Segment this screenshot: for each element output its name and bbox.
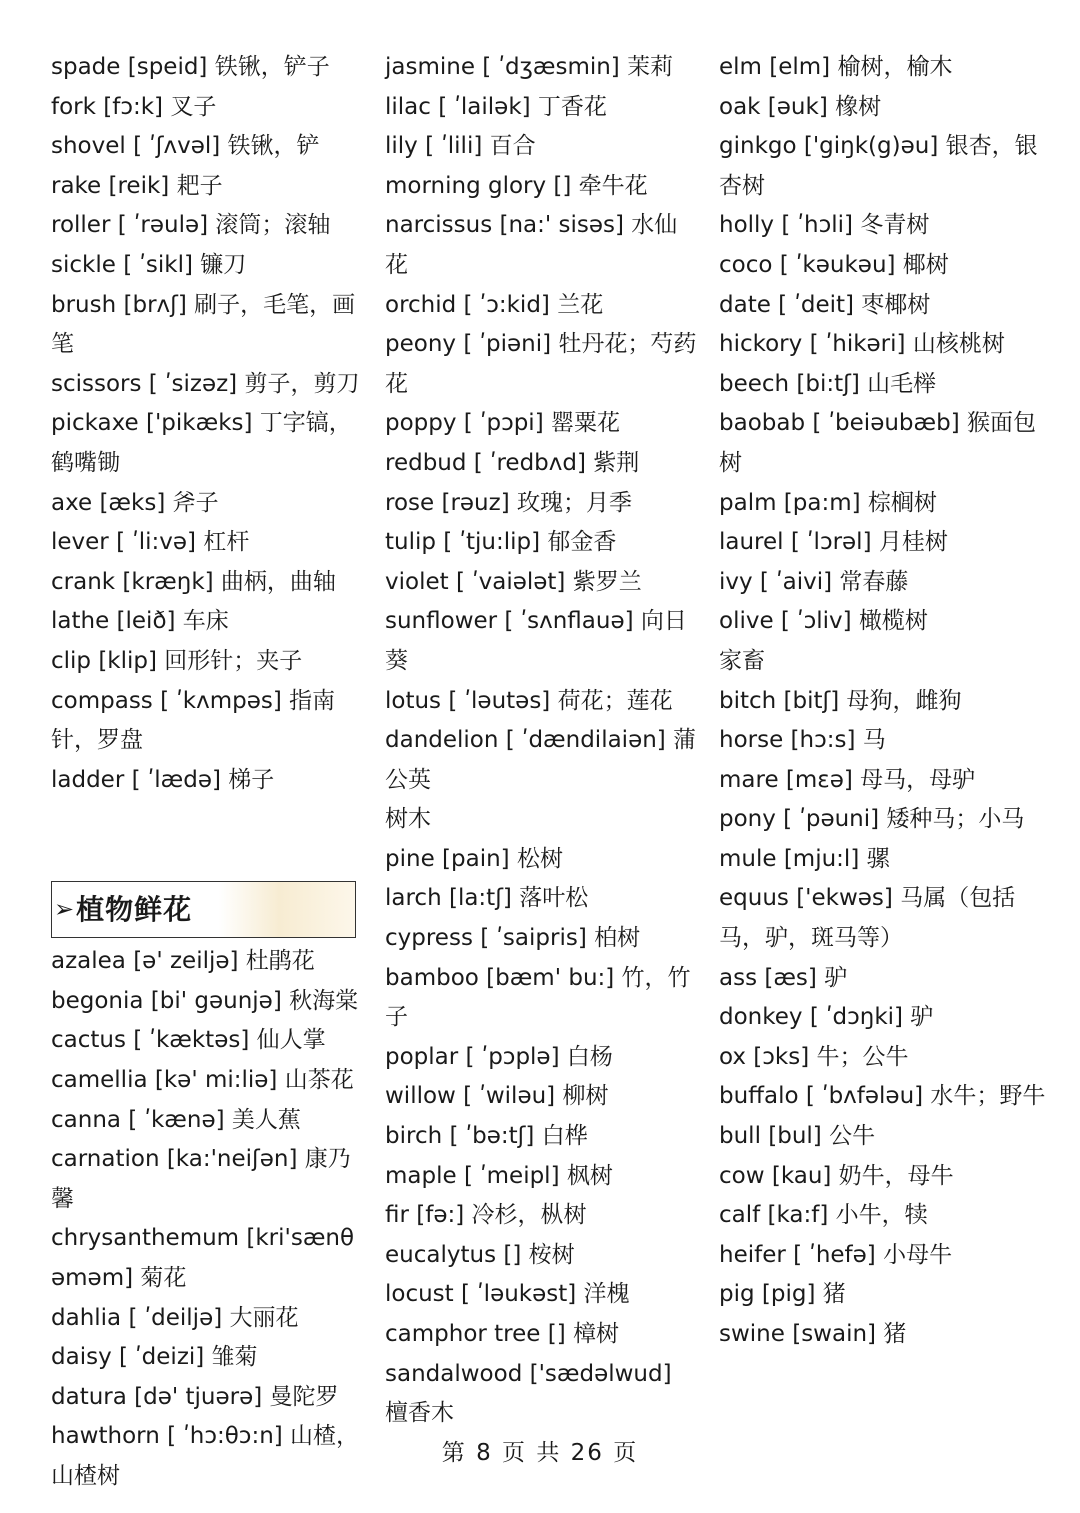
subheading-livestock: 家畜 <box>719 647 765 674</box>
vocab-entry: chrysanthemum [kri'sænθəməm] 菊花 <box>51 1225 355 1292</box>
vocab-entry: donkey [ ʹdɔŋki] 驴 <box>719 1004 934 1031</box>
vocab-entry: rose [rəuz] 玫瑰；月季 <box>385 489 632 516</box>
vocab-entry: pickaxe ['pikæks] 丁字镐，鹤嘴锄 <box>51 410 352 476</box>
vocab-entry: baobab [ ʹbeiəubæb] 猴面包树 <box>719 410 1036 476</box>
vocab-entry: spade [speid] 铁锹，铲子 <box>51 54 330 80</box>
vocab-entry: orchid [ ʹɔ:kid] 兰花 <box>385 291 604 318</box>
vocab-entry: holly [ ʹhɔli] 冬青树 <box>719 212 930 239</box>
vocab-entry: camellia [kə' mi:liə] 山茶花 <box>51 1067 354 1094</box>
vocab-entry: pony [ ʹpəuni] 矮种马；小马 <box>719 806 1025 833</box>
vocab-entry: horse [hɔ:s] 马 <box>719 727 886 754</box>
vocab-entry: lily [ ʹlili] 百合 <box>385 133 536 160</box>
vocab-entry: date [ ʹdeit] 枣椰树 <box>719 291 931 318</box>
vocab-entry: poplar [ ʹpɔplə] 白杨 <box>385 1043 613 1070</box>
vocab-entry: ladder [ ʹlædə] 梯子 <box>51 766 275 793</box>
page-number-label: 第 8 页 共 26 页 <box>441 1440 639 1466</box>
vocab-entry: fork [fɔ:k] 叉子 <box>51 93 217 120</box>
vocab-entry: calf [ka:f] 小牛，犊 <box>719 1202 928 1229</box>
vocab-entry: beech [bi:tʃ] 山毛榉 <box>719 370 937 397</box>
vocab-entry: canna [ ʹkænə] 美人蕉 <box>51 1106 301 1133</box>
vocab-entry: begonia [bi' gəunjə] 秋海棠 <box>51 987 359 1014</box>
vocab-entry: daisy [ ʹdeizi] 雏菊 <box>51 1344 258 1371</box>
vocab-entry: laurel [ ʹlɔrəl] 月桂树 <box>719 529 948 556</box>
vocab-entry: rake [reik] 耙子 <box>51 172 223 199</box>
vocab-entry: cactus [ ʹkæktəs] 仙人掌 <box>51 1027 326 1054</box>
vocab-entry: elm [elm] 榆树，榆木 <box>719 54 953 80</box>
vocab-entry: azalea [ə' zeiljə] 杜鹃花 <box>51 948 315 975</box>
vocab-entry: morning glory [] 牵牛花 <box>385 172 648 199</box>
vocab-entry: palm [pa:m] 棕榈树 <box>719 489 937 516</box>
vocab-entry: oak [əuk] 橡树 <box>719 93 882 120</box>
vocab-entry: redbud [ ʹredbʌd] 紫荆 <box>385 449 640 476</box>
vocab-entry: violet [ ʹvaiələt] 紫罗兰 <box>385 568 642 595</box>
vocab-entry: compass [ ʹkʌmpəs] 指南针，罗盘 <box>51 687 336 754</box>
vocab-entry: locust [ ʹləukəst] 洋槐 <box>385 1281 630 1308</box>
vocab-entry: buffalo [ ʹbʌfələu] 水牛；野牛 <box>719 1083 1046 1110</box>
vocab-entry: jasmine [ ʹdʒæsmin] 茉莉 <box>385 54 674 80</box>
vocab-entry: dahlia [ ʹdeiljə] 大丽花 <box>51 1304 299 1331</box>
vocab-entry: equus ['ekwəs] 马属（包括马，驴，斑马等） <box>719 885 1016 952</box>
section-spacer <box>51 800 363 879</box>
section-title: 植物鲜花 <box>76 892 193 926</box>
vocab-entry: lever [ ʹli:və] 杠杆 <box>51 529 250 556</box>
page-footer <box>0 1434 1080 1467</box>
vocab-entry: clip [klip] 回形针；夹子 <box>51 647 303 674</box>
vocab-entry: poppy [ ʹpɔpi] 罂粟花 <box>385 410 620 437</box>
vocab-entry: pig [pig] 猪 <box>719 1281 846 1308</box>
column-1 <box>51 48 363 1497</box>
vocab-entry: brush [brʌʃ] 刷子，毛笔，画笔 <box>51 291 356 358</box>
vocab-entry: olive [ ʹɔliv] 橄榄树 <box>719 608 928 635</box>
vocab-entry: datura [də' tjuərə] 曼陀罗 <box>51 1383 339 1410</box>
vocab-entry: pine [pain] 松树 <box>385 845 563 872</box>
vocab-entry: crank [kræŋk] 曲柄，曲轴 <box>51 568 336 595</box>
vocab-entry: lilac [ ʹlailək] 丁香花 <box>385 93 607 120</box>
vocab-entry: mare [mεə] 母马，母驴 <box>719 766 976 793</box>
vocab-entry: peony [ ʹpiəni] 牡丹花；芍药花 <box>385 331 697 397</box>
vocab-entry: bull [bul] 公牛 <box>719 1123 876 1150</box>
vocab-entry: fir [fə:] 冷杉，枞树 <box>385 1202 587 1229</box>
vocab-entry: hawthorn [ ʹhɔ:θɔ:n] 山楂，山楂树 <box>51 1423 360 1489</box>
vocab-entry: bamboo [bæm' bu:] 竹，竹子 <box>385 964 691 1031</box>
vocab-entry: ivy [ ʹaivi] 常春藤 <box>719 568 909 595</box>
vocab-entry: cypress [ ʹsaipris] 柏树 <box>385 925 641 952</box>
vocab-entry: larch [la:tʃ] 落叶松 <box>385 885 589 912</box>
vocab-entry: birch [ ʹbə:tʃ] 白桦 <box>385 1123 588 1150</box>
vocab-entry: maple [ ʹmeipl] 枫树 <box>385 1162 613 1189</box>
vocab-entry: scissors [ ʹsizəz] 剪子，剪刀 <box>51 370 360 397</box>
vocab-entry: coco [ ʹkəukəu] 椰树 <box>719 251 949 278</box>
section-heading-plants-flowers <box>51 881 356 938</box>
vocab-entry: bitch [bitʃ] 母狗，雌狗 <box>719 687 962 714</box>
subheading-trees: 树木 <box>385 806 431 833</box>
vocab-entry: ginkgo ['giŋk(g)əu] 银杏，银杏树 <box>719 133 1038 199</box>
vocab-entry: ox [ɔks] 牛；公牛 <box>719 1043 909 1070</box>
vocab-entry: narcissus [na:' sisəs] 水仙花 <box>385 212 678 278</box>
vocab-entry: willow [ ʹwiləu] 柳树 <box>385 1083 609 1110</box>
vocab-entry: hickory [ ʹhikəri] 山核桃树 <box>719 331 1005 358</box>
vocab-entry: ass [æs] 驴 <box>719 964 848 991</box>
column-2 <box>385 48 697 1434</box>
vocab-entry: tulip [ ʹtju:lip] 郁金香 <box>385 529 617 556</box>
vocab-entry: shovel [ ʹʃʌvəl] 铁锹，铲 <box>51 133 320 160</box>
arrow-bullet-icon: ➢ <box>54 894 75 923</box>
vocab-entry: cow [kau] 奶牛，母牛 <box>719 1162 954 1189</box>
vocab-entry: dandelion [ ʹdændilaiən] 蒲公英 <box>385 727 697 793</box>
vocab-entry: eucalytus [] 桉树 <box>385 1241 575 1268</box>
vocab-entry: sickle [ ʹsikl] 镰刀 <box>51 251 247 278</box>
vocab-entry: sunflower [ ʹsʌnflauə] 向日葵 <box>385 608 687 674</box>
vocab-entry: heifer [ ʹhefə] 小母牛 <box>719 1241 953 1268</box>
vocab-entry: axe [æks] 斧子 <box>51 489 219 516</box>
vocab-entry: lotus [ ʹləutəs] 荷花；莲花 <box>385 687 673 714</box>
vocab-entry: mule [mju:l] 骡 <box>719 845 890 872</box>
vocab-entry: lathe [leið] 车床 <box>51 608 229 635</box>
vocab-entry: camphor tree [] 樟树 <box>385 1321 619 1347</box>
column-3 <box>719 48 1049 1355</box>
vocab-entry: swine [swain] 猪 <box>719 1321 907 1347</box>
vocab-entry: carnation [ka:'neiʃən] 康乃馨 <box>51 1146 351 1212</box>
vocab-entry: roller [ ʹrəulə] 滚筒；滚轴 <box>51 212 331 239</box>
vocab-entry: sandalwood ['sædəlwud] 檀香木 <box>385 1360 672 1427</box>
